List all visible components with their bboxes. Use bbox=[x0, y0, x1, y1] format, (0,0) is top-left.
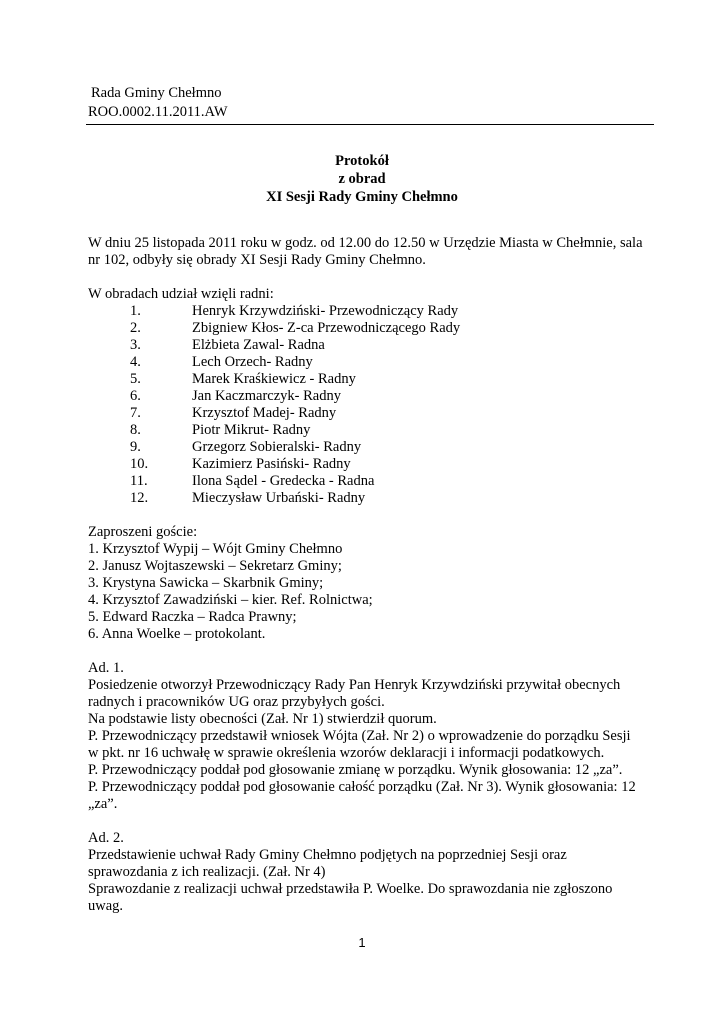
councillor-number: 12. bbox=[130, 490, 149, 506]
ad1-line: w pkt. nr 16 uchwałę w sprawie określenia wzorów deklaracji i informacji podatkowych. bbox=[88, 745, 605, 761]
intro-paragraph: W dniu 25 listopada 2011 roku w godz. od 12.00 do 12.50 w Urzędzie Miasta w Chełmnie, sala nr 102, odbyły się obrady XI Sesji Rady Gminy Chełmno. bbox=[88, 235, 643, 268]
councillor-item bbox=[88, 490, 648, 507]
councillor-number: 11. bbox=[130, 473, 148, 489]
ad1-line: „za”. bbox=[88, 796, 118, 812]
councillor-name: Kazimierz Pasiński- Radny bbox=[192, 456, 351, 472]
councillor-name: Marek Kraśkiewicz - Radny bbox=[192, 371, 356, 387]
ad2-line: Sprawozdanie z realizacji uchwał przedstawiła P. Woelke. Do sprawozdania nie zgłoszono bbox=[88, 881, 613, 897]
guest-item: 3. Krystyna Sawicka – Skarbnik Gminy; bbox=[88, 575, 324, 591]
guest-item: 1. Krzysztof Wypij – Wójt Gminy Chełmno bbox=[88, 541, 343, 557]
councillor-number: 8. bbox=[130, 422, 141, 438]
councillor-item bbox=[88, 371, 648, 388]
councillor-number: 6. bbox=[130, 388, 141, 404]
guests-heading: Zaproszeni goście: bbox=[88, 524, 198, 540]
header-divider bbox=[86, 124, 654, 125]
ad1-line: P. Przewodniczący poddał pod głosowanie całość porządku (Zał. Nr 3). Wynik głosowania: 12 bbox=[88, 779, 636, 795]
guest-item: 2. Janusz Wojtaszewski – Sekretarz Gminy; bbox=[88, 558, 342, 574]
title-line-1: Protokół bbox=[335, 153, 389, 169]
councillor-name: Piotr Mikrut- Radny bbox=[192, 422, 311, 438]
ad1-line: Na podstawie listy obecności (Zał. Nr 1) stwierdził quorum. bbox=[88, 711, 437, 727]
councillor-number: 2. bbox=[130, 320, 141, 336]
ad1-heading: Ad. 1. bbox=[88, 660, 124, 676]
ad2-heading: Ad. 2. bbox=[88, 830, 124, 846]
guest-item: 6. Anna Woelke – protokolant. bbox=[88, 626, 266, 642]
ad2-line: sprawozdania z ich realizacji. (Zał. Nr 4) bbox=[88, 864, 326, 880]
councillor-item bbox=[88, 405, 648, 422]
councillor-number: 10. bbox=[130, 456, 149, 472]
title-line-2: z obrad bbox=[338, 171, 386, 187]
councillor-name: Jan Kaczmarczyk- Radny bbox=[192, 388, 341, 404]
councillor-name: Zbigniew Kłos- Z-ca Przewodniczącego Rady bbox=[192, 320, 461, 336]
councillor-item bbox=[88, 354, 648, 371]
councillor-list bbox=[88, 303, 648, 507]
councillor-item bbox=[88, 388, 648, 405]
guest-item: 4. Krzysztof Zawadziński – kier. Ref. Rolnictwa; bbox=[88, 592, 373, 608]
councillor-item bbox=[88, 456, 648, 473]
councillor-name: Mieczysław Urbański- Radny bbox=[192, 490, 366, 506]
councillor-number: 1. bbox=[130, 303, 141, 319]
ad2-line: uwag. bbox=[88, 898, 124, 914]
councillor-number: 3. bbox=[130, 337, 141, 353]
councillor-name: Ilona Sądel - Gredecka - Radna bbox=[192, 473, 375, 489]
councillors-heading: W obradach udział wzięli radni: bbox=[88, 286, 274, 302]
ad1-line: Posiedzenie otworzył Przewodniczący Rady Pan Henryk Krzywdziński przywitał obecnych bbox=[88, 677, 621, 693]
councillor-name: Lech Orzech- Radny bbox=[192, 354, 313, 370]
document-header bbox=[88, 84, 228, 122]
councillor-item bbox=[88, 337, 648, 354]
page-number: 1 bbox=[358, 935, 366, 950]
councillor-name: Henryk Krzywdziński- Przewodniczący Rady bbox=[192, 303, 459, 319]
guest-item: 5. Edward Raczka – Radca Prawny; bbox=[88, 609, 297, 625]
guest-list bbox=[88, 541, 648, 643]
councillor-item bbox=[88, 422, 648, 439]
councillor-item bbox=[88, 473, 648, 490]
councillor-number: 5. bbox=[130, 371, 141, 387]
council-name: Rada Gminy Chełmno bbox=[91, 85, 222, 101]
reference-number: ROO.0002.11.2011.AW bbox=[88, 104, 228, 120]
document-title bbox=[88, 152, 636, 206]
ad1-line: radnych i pracowników UG oraz przybyłych gości. bbox=[88, 694, 385, 710]
councillor-name: Elżbieta Zawal- Radna bbox=[192, 337, 325, 353]
document-body bbox=[88, 235, 648, 915]
councillor-number: 4. bbox=[130, 354, 141, 370]
ad1-line: P. Przewodniczący przedstawił wniosek Wójta (Zał. Nr 2) o wprowadzenie do porządku Sesji bbox=[88, 728, 631, 744]
councillor-item bbox=[88, 439, 648, 456]
councillor-item bbox=[88, 303, 648, 320]
councillor-item bbox=[88, 320, 648, 337]
councillor-name: Grzegorz Sobieralski- Radny bbox=[192, 439, 362, 455]
title-line-3: XI Sesji Rady Gminy Chełmno bbox=[266, 189, 458, 205]
councillor-number: 9. bbox=[130, 439, 141, 455]
councillor-name: Krzysztof Madej- Radny bbox=[192, 405, 337, 421]
ad1-text bbox=[88, 677, 648, 813]
ad1-line: P. Przewodniczący poddał pod głosowanie zmianę w porządku. Wynik głosowania: 12 „za”. bbox=[88, 762, 623, 778]
ad2-text bbox=[88, 847, 648, 915]
ad2-line: Przedstawienie uchwał Rady Gminy Chełmno podjętych na poprzedniej Sesji oraz bbox=[88, 847, 567, 863]
councillor-number: 7. bbox=[130, 405, 141, 421]
